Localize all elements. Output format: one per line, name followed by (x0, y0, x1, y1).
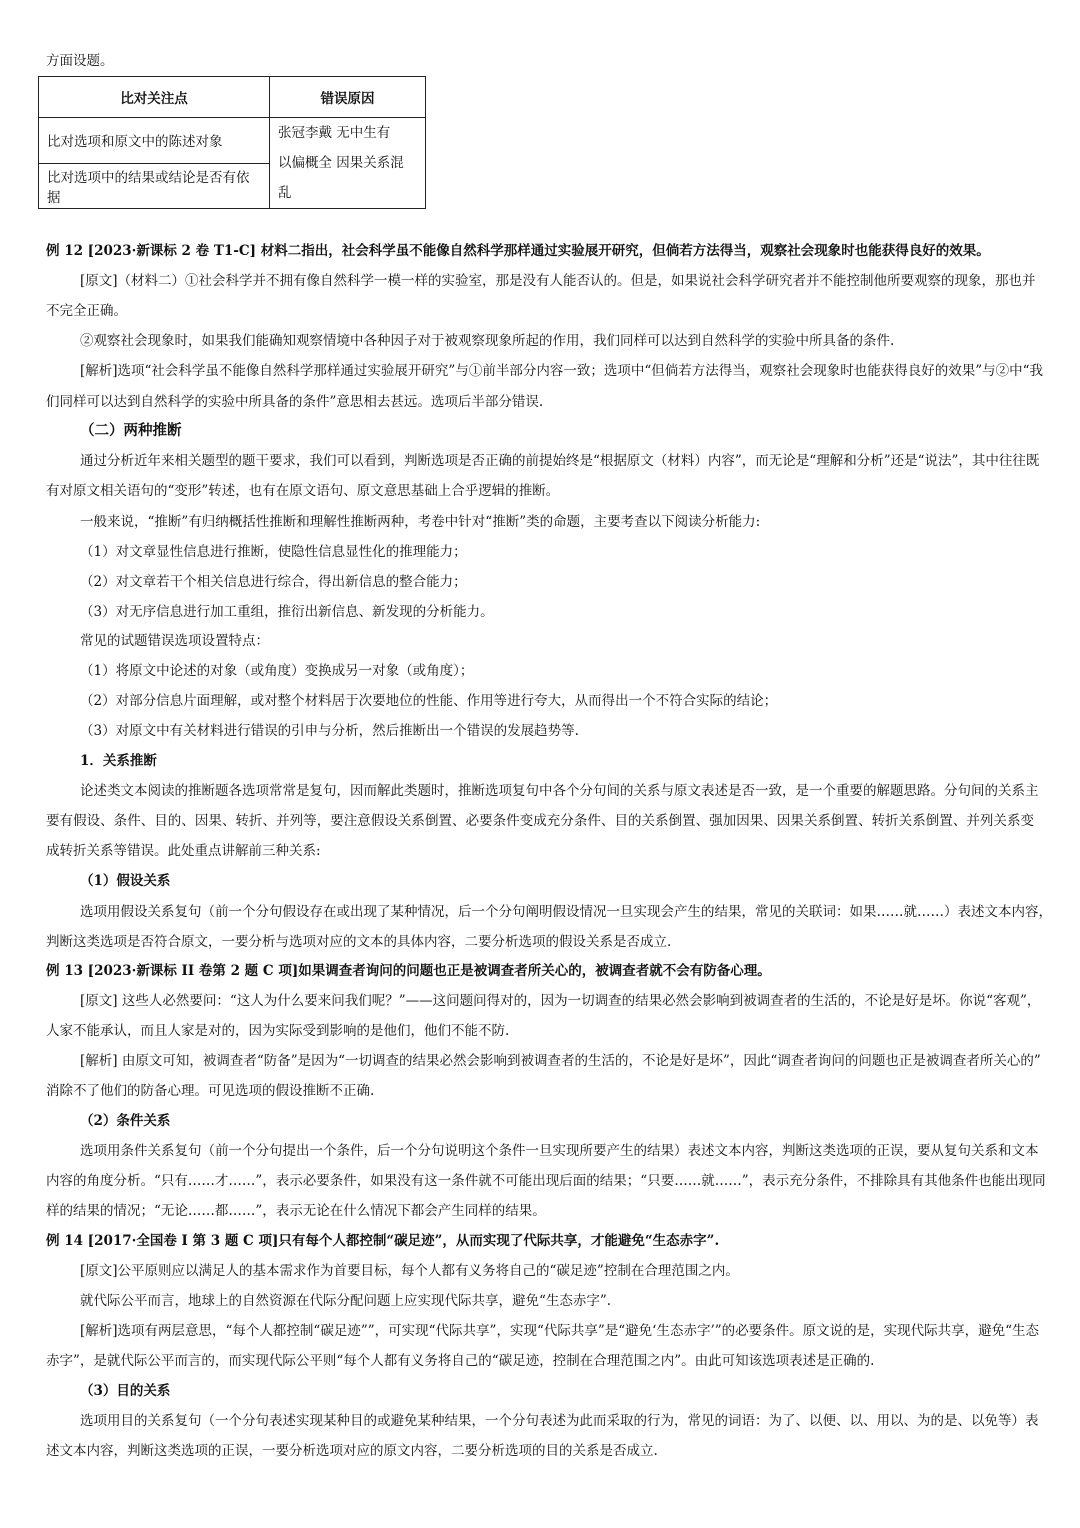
condition-para-b: 内容的角度分析。“只有……才……”，表示必要条件，如果没有这一条件就不可能出现后面的结果；“只要……就……”，表示充分条件，不排除具有其他条件也能出现同 (46, 1173, 1046, 1189)
intro-text: 方面设题。 (46, 53, 114, 69)
example-12-source-3: ②观察社会现象时，如果我们能确知观察情境中各种因子对于被观察现象所起的作用，我们同样可以达到自然科学的实验中所具备的条件. (80, 333, 895, 349)
comparison-table (38, 76, 426, 209)
hypothesis-para-a: 选项用假设关系复句（前一个分句假设存在或出现了某种情况，后一个分句阐明假设情况一旦实现会产生的结果，常见的关联词：如果……就……）表述文本内容， (80, 904, 1052, 920)
section-two-para-1a: 通过分析近年来相关题型的题干要求，我们可以看到，判断选项是否正确的前提始终是“根据原文（材料）内容”，而无论是“理解和分析”还是“说法”，其中往往既 (80, 453, 1040, 469)
example-13-analysis-1: [解析] 由原文可知，被调查者“防备”是因为“一切调查的结果必然会影响到被调查者的生活的，不论是好是坏”，因此“调查者询问的问题也正是被调查者所关心的” (80, 1053, 1041, 1069)
list-item: （1）对文章显性信息进行推断，使隐性信息显性化的推理能力； (80, 544, 467, 560)
table-cell-right-line-2: 以偏概全 因果关系混乱 (278, 155, 404, 201)
table-cell-left-1: 比对选项和原文中的陈述对象 (39, 118, 270, 164)
example-14-source-2: 就代际公平而言，地球上的自然资源在代际分配问题上应实现代际共享，避免“生态赤字”. (80, 1293, 612, 1309)
list-item: （3）对原文中有关材料进行错误的引申与分析，然后推断出一个错误的发展趋势等. (80, 723, 579, 739)
relation-title: 1．关系推断 (80, 753, 157, 769)
hypothesis-para-b: 判断这类选项是否符合原文，一要分析与选项对应的文本的具体内容，二要分析选项的假设关系是否成立. (46, 934, 672, 950)
list-item: （3）对无序信息进行加工重组，推衍出新信息、新发现的分析能力。 (80, 604, 494, 620)
list-item: （1）将原文中论述的对象（或角度）变换成另一对象（或角度）； (80, 663, 474, 679)
table-cell-left-2: 比对选项中的结果或结论是否有依据 (39, 163, 270, 209)
hypothesis-title: （1）假设关系 (80, 873, 171, 889)
example-14-heading: 例 14 [2017·全国卷 I 第 3 题 C 项]只有每个人都控制“碳足迹”，从而实现了代际共享，才能避免“生态赤字”. (46, 1233, 720, 1249)
purpose-para-b: 述文本内容，判断这类选项的正误，一要分析选项对应的原文内容，二要分析选项的目的关系是否成立. (46, 1443, 658, 1459)
example-13-source-2: 人家不能承认，而且人家是对的，因为实际受到影响的是他们，他们不能不防. (46, 1023, 510, 1039)
section-two-para-1b: 有对原文相关语句的“变形”转述，也有在原文语句、原文意思基础上合乎逻辑的推断。 (46, 483, 560, 499)
section-two-para-2: 一般来说，“推断”有归纳概括性推断和理解性推断两种，考卷中针对“推断”类的命题，主要考查以下阅读分析能力: (80, 514, 761, 530)
example-13-heading: 例 13 [2023·新课标 II 卷第 2 题 C 项]如果调查者询问的问题也正是被调查者所关心的，被调查者就不会有防备心理。 (46, 963, 771, 979)
example-13-analysis-2: 消除不了他们的防备心理。可见选项的假设推断不正确. (46, 1083, 375, 1099)
list-item: （2）对文章若干个相关信息进行综合，得出新信息的整合能力； (80, 574, 467, 590)
list-item: （2）对部分信息片面理解，或对整个材料居于次要地位的性能、作用等进行夸大，从而得出一个不符合实际的结论； (80, 693, 778, 709)
table-header-focus: 比对关注点 (39, 77, 270, 118)
section-two-para-3: 常见的试题错误选项设置特点： (80, 633, 269, 649)
example-14-analysis-1: [解析]选项有两层意思，“每个人都控制“碳足迹””，可实现“代际共享”，实现“代际共享”是“避免‘生态赤字’”的必要条件。原文说的是，实现代际共享，避免“生态 (80, 1323, 1040, 1339)
section-two-title: （二）两种推断 (80, 422, 182, 439)
table-header-reason: 错误原因 (270, 77, 426, 118)
example-12-source-2: 不完全正确。 (46, 303, 127, 319)
table-cell-right (270, 118, 426, 209)
example-14-source-1: [原文]公平原则应以满足人的基本需求作为首要目标，每个人都有义务将自己的“碳足迹”控制在合理范围之内。 (80, 1263, 739, 1279)
purpose-title: （3）目的关系 (80, 1383, 171, 1399)
relation-para-b: 要有假设、条件、目的、因果、转折、并列等，要注意假设关系倒置、必要条件变成充分条件、目的关系倒置、强加因果、因果关系倒置、转折关系倒置、并列关系变 (46, 813, 1034, 829)
example-12-heading: 例 12 [2023·新课标 2 卷 T1-C] 材料二指出，社会科学虽不能像自然科学那样通过实验展开研究，但倘若方法得当，观察社会现象时也能获得良好的效果。 (46, 243, 990, 259)
example-12-analysis-2: 们同样可以达到自然科学的实验中所具备的条件”意思相去甚远。选项后半部分错误. (46, 394, 544, 410)
example-13-source-1: [原文] 这些人必然要问：“这人为什么要来问我们呢？”——这问题问得对的，因为一切调查的结果必然会影响到被调查者的生活的，不论是好是坏。你说“客观”， (80, 993, 1041, 1009)
condition-para-a: 选项用条件关系复句（前一个分句提出一个条件，后一个分句说明这个条件一旦实现所要产生的结果）表述文本内容，判断这类选项的正误，要从复句关系和文本 (80, 1143, 1039, 1159)
relation-para-c: 成转折关系等错误。此处重点讲解前三种关系: (46, 843, 321, 859)
relation-para-a: 论述类文本阅读的推断题各选项常常是复句，因而解此类题时，推断选项复句中各个分句间的关系与原文表述是否一致，是一个重要的解题思路。分句间的关系主 (80, 783, 1039, 799)
example-12-analysis-1: [解析]选项“社会科学虽不能像自然科学那样通过实验展开研究”与①前半部分内容一致；选项中“但倘若方法得当，观察社会现象时也能获得良好的效果”与②中“我 (80, 363, 1044, 379)
condition-para-c: 样的结果的情况；“无论……都……”，表示无论在什么情况下都会产生同样的结果。 (46, 1203, 546, 1219)
table-cell-right-line-1: 张冠李戴 无中生有 (278, 125, 391, 141)
purpose-para-a: 选项用目的关系复句（一个分句表述实现某种目的或避免某种结果，一个分句表述为此而采取的行为，常见的词语：为了、以便、以、用以、为的是、以免等）表 (80, 1413, 1039, 1429)
example-12-source-1: [原文]（材料二）①社会科学并不拥有像自然科学一模一样的实验室，那是没有人能否认的。但是，如果说社会科学研究者并不能控制他所要观察的现象，那也并 (80, 273, 1036, 289)
example-14-analysis-2: 赤字”，是就代际公平而言的，而实现代际公平则“每个人都有义务将自己的“碳足迹，控制在合理范围之内”。由此可知该选项表述是正确的. (46, 1353, 875, 1369)
condition-title: （2）条件关系 (80, 1113, 171, 1129)
